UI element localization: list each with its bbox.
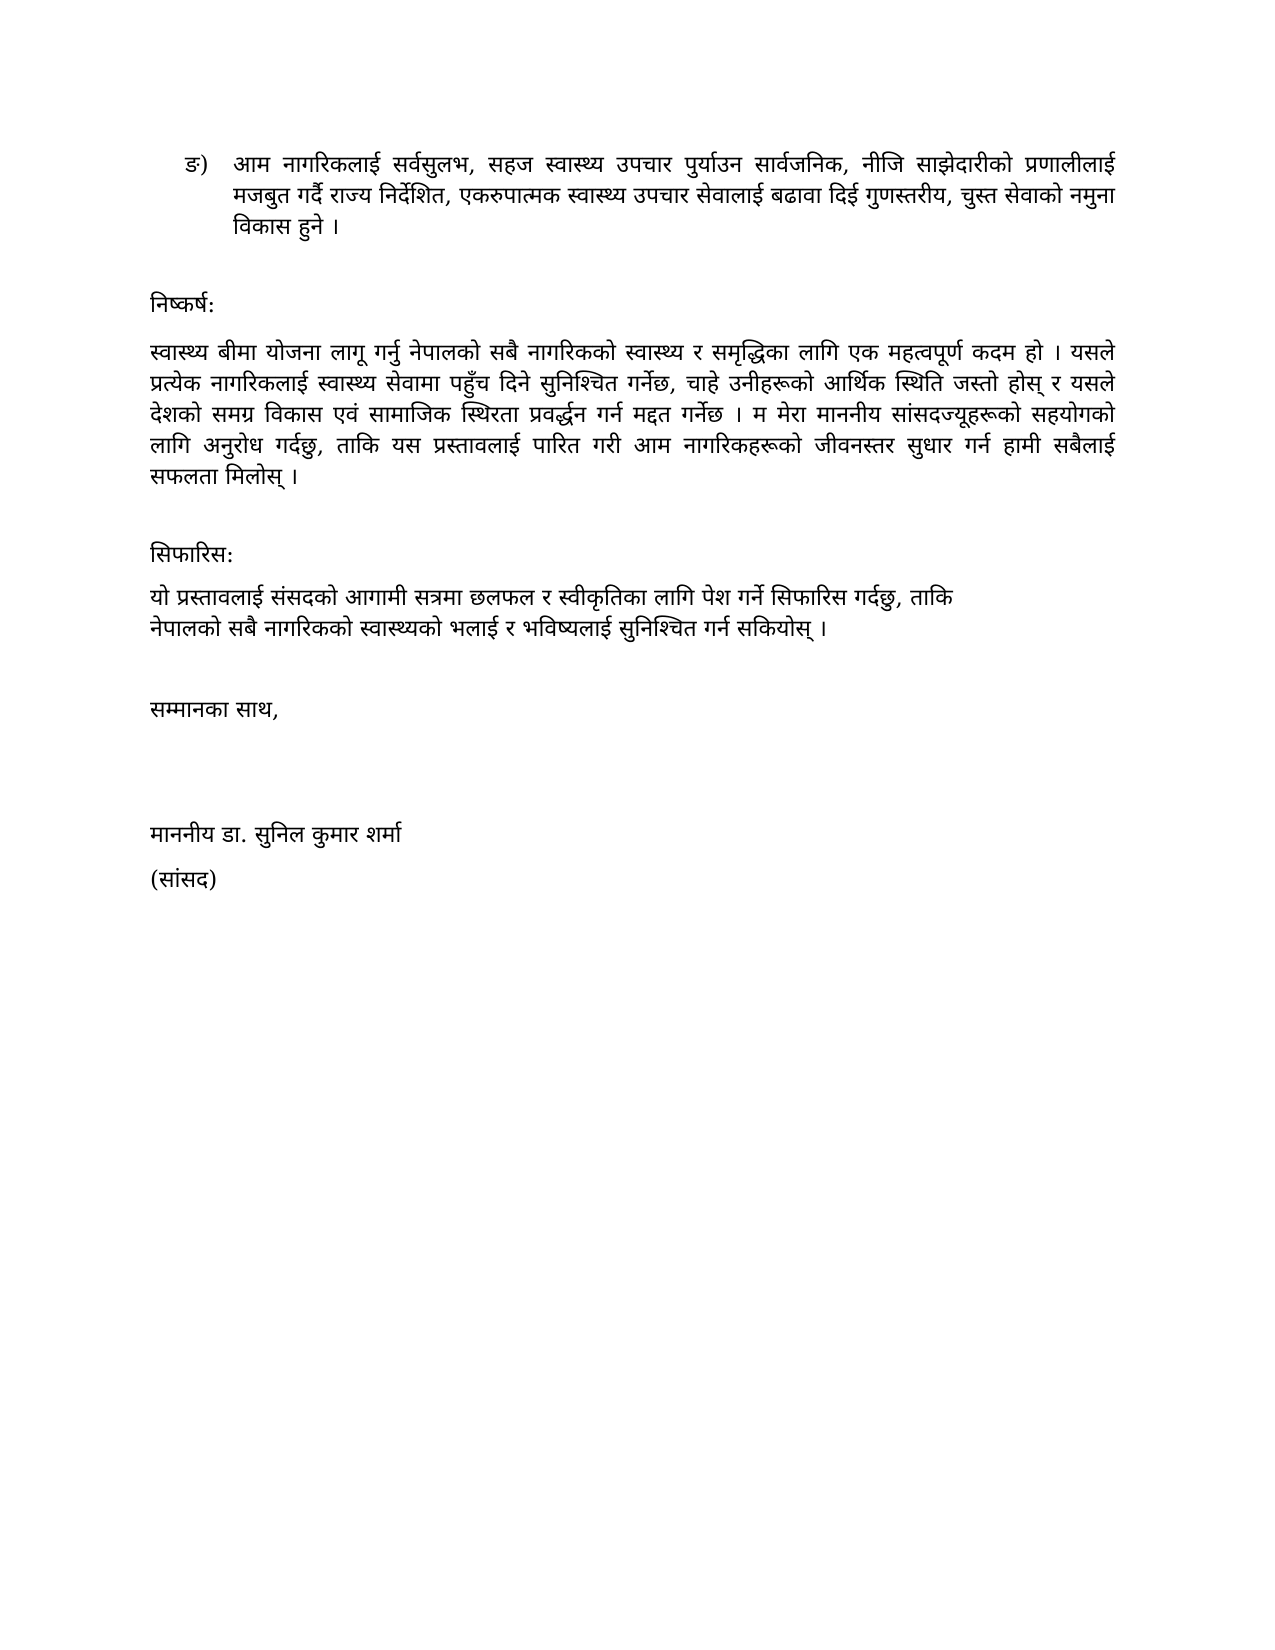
closing-salutation: सम्मानका साथ,	[150, 697, 280, 723]
conclusion-paragraph: स्वास्थ्य बीमा योजना लागू गर्नु नेपालको सबै नागरिकको स्वास्थ्य र समृद्धिका लागि एक महत्वपूर्ण कदम हो । यसले प्रत्येक नागरिकलाई स्वास्थ्य सेवामा पहुँच दिने सुनिश्चित गर्नेछ, चाहे उनीहरूको आर्थिक स्थिति जस्तो होस् र यसले देशको समग्र विकास एवं सामाजिक स्थिरता प्रवर्द्धन गर्न मद्दत गर्नेछ । म मेरा माननीय सांसदज्यूहरूको सहयोगको लागि अनुरोध गर्दछु, ताकि यस प्रस्तावलाई पारित गरी आम नागरिकहरूको जीवनस्तर सुधार गर्न हामी सबैलाई सफलता मिलोस् ।	[150, 340, 1115, 490]
recommendation-line-2: नेपालको सबै नागरिकको स्वास्थ्यको भलाई र भविष्यलाई सुनिश्चित गर्न सकियोस् ।	[150, 616, 827, 642]
conclusion-heading: निष्कर्ष:	[150, 292, 216, 318]
list-marker: ङ)	[185, 152, 209, 178]
list-item-text: आम नागरिकलाई सर्वसुलभ, सहज स्वास्थ्य उपचार पुर्याउन सार्वजनिक, नीजि साझेदारीको प्रणालीलाई मजबुत गर्दै राज्य निर्देशित, एकरुपात्मक स्वास्थ्य उपचार सेवालाई बढावा दिई गुणस्तरीय, चुस्त सेवाको नमुना विकास हुने ।	[233, 152, 1116, 240]
signature-title: (सांसद)	[150, 867, 218, 893]
signature-name: माननीय डा. सुनिल कुमार शर्मा	[150, 822, 402, 848]
recommendation-line-1: यो प्रस्तावलाई संसदको आगामी सत्रमा छलफल र स्वीकृतिका लागि पेश गर्ने सिफारिस गर्दछु, ताकि	[150, 585, 953, 611]
list-item	[185, 150, 1115, 243]
recommendation-heading: सिफारिस:	[150, 542, 234, 568]
